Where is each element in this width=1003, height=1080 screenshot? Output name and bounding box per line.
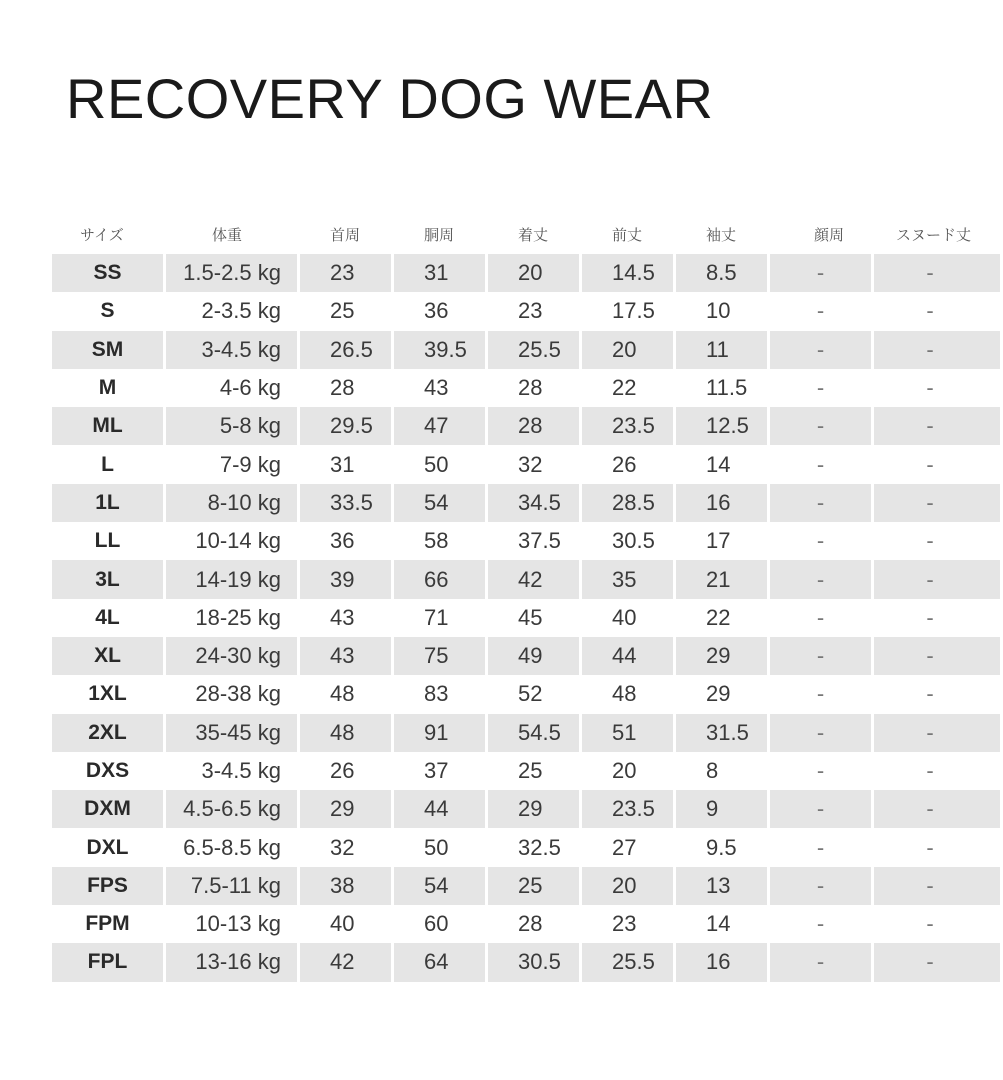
table-row	[52, 828, 1003, 866]
cell-chest: 50	[394, 828, 488, 866]
cell-sleeve: 9.5	[676, 828, 770, 866]
cell-weight: 10-14 kg	[166, 522, 300, 560]
cell-neck: 29.5	[300, 407, 394, 445]
cell-weight: 7-9 kg	[166, 445, 300, 483]
header-length: 着丈	[518, 225, 549, 244]
cell-face: -	[770, 407, 874, 445]
cell-neck: 32	[300, 828, 394, 866]
table-row	[52, 675, 1003, 713]
cell-snood: -	[874, 560, 1003, 598]
cell-length: 45	[488, 599, 582, 637]
cell-weight: 1.5-2.5 kg	[166, 254, 300, 292]
cell-weight: 35-45 kg	[166, 714, 300, 752]
cell-sleeve: 10	[676, 292, 770, 330]
cell-neck: 26	[300, 752, 394, 790]
cell-front-length: 30.5	[582, 522, 676, 560]
cell-weight: 28-38 kg	[166, 675, 300, 713]
table-body	[52, 254, 1003, 982]
cell-snood: -	[874, 752, 1003, 790]
table-row	[52, 752, 1003, 790]
cell-length: 25	[488, 752, 582, 790]
cell-length: 32.5	[488, 828, 582, 866]
cell-size: FPL	[52, 943, 166, 981]
cell-front-length: 23.5	[582, 790, 676, 828]
cell-neck: 33.5	[300, 484, 394, 522]
cell-weight: 10-13 kg	[166, 905, 300, 943]
cell-chest: 47	[394, 407, 488, 445]
cell-chest: 44	[394, 790, 488, 828]
cell-size: 1L	[52, 484, 166, 522]
cell-sleeve: 22	[676, 599, 770, 637]
cell-chest: 60	[394, 905, 488, 943]
header-chest: 胴周	[424, 225, 455, 244]
cell-size: 2XL	[52, 714, 166, 752]
cell-face: -	[770, 254, 874, 292]
cell-size: SM	[52, 331, 166, 369]
cell-front-length: 28.5	[582, 484, 676, 522]
cell-chest: 71	[394, 599, 488, 637]
table-row	[52, 599, 1003, 637]
cell-size: DXL	[52, 828, 166, 866]
cell-snood: -	[874, 675, 1003, 713]
cell-sleeve: 9	[676, 790, 770, 828]
cell-front-length: 23	[582, 905, 676, 943]
cell-size: M	[52, 369, 166, 407]
cell-face: -	[770, 292, 874, 330]
cell-neck: 28	[300, 369, 394, 407]
cell-face: -	[770, 560, 874, 598]
cell-front-length: 48	[582, 675, 676, 713]
cell-snood: -	[874, 943, 1003, 981]
cell-sleeve: 21	[676, 560, 770, 598]
cell-face: -	[770, 599, 874, 637]
cell-weight: 3-4.5 kg	[166, 331, 300, 369]
cell-snood: -	[874, 599, 1003, 637]
cell-neck: 42	[300, 943, 394, 981]
cell-size: FPM	[52, 905, 166, 943]
cell-front-length: 51	[582, 714, 676, 752]
cell-neck: 38	[300, 867, 394, 905]
cell-neck: 25	[300, 292, 394, 330]
cell-chest: 66	[394, 560, 488, 598]
cell-front-length: 20	[582, 867, 676, 905]
cell-face: -	[770, 331, 874, 369]
cell-snood: -	[874, 484, 1003, 522]
table-row	[52, 292, 1003, 330]
cell-size: L	[52, 445, 166, 483]
cell-neck: 48	[300, 714, 394, 752]
cell-size: XL	[52, 637, 166, 675]
header-face: 顔周	[814, 225, 845, 244]
table-row	[52, 445, 1003, 483]
cell-neck: 43	[300, 599, 394, 637]
cell-front-length: 20	[582, 752, 676, 790]
cell-length: 28	[488, 369, 582, 407]
cell-snood: -	[874, 867, 1003, 905]
cell-face: -	[770, 675, 874, 713]
cell-neck: 23	[300, 254, 394, 292]
cell-sleeve: 12.5	[676, 407, 770, 445]
cell-size: 3L	[52, 560, 166, 598]
cell-sleeve: 31.5	[676, 714, 770, 752]
size-chart-table	[52, 214, 1003, 982]
cell-sleeve: 16	[676, 484, 770, 522]
cell-chest: 54	[394, 484, 488, 522]
cell-length: 49	[488, 637, 582, 675]
table-row	[52, 943, 1003, 981]
cell-neck: 36	[300, 522, 394, 560]
table-row	[52, 867, 1003, 905]
table-row	[52, 790, 1003, 828]
cell-front-length: 20	[582, 331, 676, 369]
cell-sleeve: 16	[676, 943, 770, 981]
cell-weight: 4.5-6.5 kg	[166, 790, 300, 828]
cell-sleeve: 14	[676, 905, 770, 943]
table-row	[52, 254, 1003, 292]
header-weight: 体重	[212, 225, 243, 244]
cell-neck: 26.5	[300, 331, 394, 369]
cell-front-length: 40	[582, 599, 676, 637]
cell-length: 37.5	[488, 522, 582, 560]
cell-front-length: 23.5	[582, 407, 676, 445]
cell-snood: -	[874, 407, 1003, 445]
cell-chest: 91	[394, 714, 488, 752]
cell-size: 4L	[52, 599, 166, 637]
cell-size: S	[52, 292, 166, 330]
cell-sleeve: 14	[676, 445, 770, 483]
cell-neck: 48	[300, 675, 394, 713]
cell-face: -	[770, 905, 874, 943]
table-row	[52, 560, 1003, 598]
cell-front-length: 25.5	[582, 943, 676, 981]
table-row	[52, 369, 1003, 407]
cell-weight: 4-6 kg	[166, 369, 300, 407]
cell-length: 28	[488, 905, 582, 943]
table-row	[52, 905, 1003, 943]
cell-sleeve: 11	[676, 331, 770, 369]
header-snood: スヌード丈	[896, 225, 972, 244]
cell-face: -	[770, 790, 874, 828]
cell-length: 20	[488, 254, 582, 292]
cell-snood: -	[874, 331, 1003, 369]
cell-length: 29	[488, 790, 582, 828]
table-row	[52, 637, 1003, 675]
cell-weight: 8-10 kg	[166, 484, 300, 522]
cell-snood: -	[874, 369, 1003, 407]
cell-weight: 13-16 kg	[166, 943, 300, 981]
table-row	[52, 331, 1003, 369]
cell-chest: 37	[394, 752, 488, 790]
cell-length: 34.5	[488, 484, 582, 522]
cell-chest: 31	[394, 254, 488, 292]
cell-weight: 24-30 kg	[166, 637, 300, 675]
cell-sleeve: 29	[676, 637, 770, 675]
cell-snood: -	[874, 790, 1003, 828]
cell-face: -	[770, 714, 874, 752]
cell-weight: 2-3.5 kg	[166, 292, 300, 330]
cell-length: 25.5	[488, 331, 582, 369]
cell-length: 42	[488, 560, 582, 598]
cell-length: 30.5	[488, 943, 582, 981]
cell-snood: -	[874, 714, 1003, 752]
cell-chest: 58	[394, 522, 488, 560]
cell-length: 32	[488, 445, 582, 483]
cell-sleeve: 13	[676, 867, 770, 905]
cell-neck: 29	[300, 790, 394, 828]
cell-snood: -	[874, 905, 1003, 943]
cell-face: -	[770, 484, 874, 522]
cell-face: -	[770, 522, 874, 560]
header-sleeve: 袖丈	[706, 225, 737, 244]
cell-weight: 18-25 kg	[166, 599, 300, 637]
cell-size: SS	[52, 254, 166, 292]
cell-sleeve: 8.5	[676, 254, 770, 292]
cell-size: ML	[52, 407, 166, 445]
cell-snood: -	[874, 292, 1003, 330]
cell-snood: -	[874, 445, 1003, 483]
cell-sleeve: 11.5	[676, 369, 770, 407]
cell-neck: 31	[300, 445, 394, 483]
cell-length: 54.5	[488, 714, 582, 752]
cell-chest: 64	[394, 943, 488, 981]
cell-face: -	[770, 445, 874, 483]
cell-length: 25	[488, 867, 582, 905]
cell-snood: -	[874, 522, 1003, 560]
cell-size: DXS	[52, 752, 166, 790]
cell-face: -	[770, 752, 874, 790]
cell-front-length: 35	[582, 560, 676, 598]
cell-snood: -	[874, 637, 1003, 675]
cell-weight: 3-4.5 kg	[166, 752, 300, 790]
cell-neck: 43	[300, 637, 394, 675]
page-title: RECOVERY DOG WEAR	[66, 67, 714, 130]
cell-snood: -	[874, 828, 1003, 866]
cell-size: DXM	[52, 790, 166, 828]
cell-chest: 39.5	[394, 331, 488, 369]
cell-weight: 7.5-11 kg	[166, 867, 300, 905]
header-size: サイズ	[80, 225, 124, 244]
cell-chest: 50	[394, 445, 488, 483]
cell-size: LL	[52, 522, 166, 560]
table-row	[52, 714, 1003, 752]
cell-front-length: 17.5	[582, 292, 676, 330]
cell-front-length: 27	[582, 828, 676, 866]
cell-sleeve: 29	[676, 675, 770, 713]
header-front-length: 前丈	[612, 225, 643, 244]
cell-size: 1XL	[52, 675, 166, 713]
cell-weight: 14-19 kg	[166, 560, 300, 598]
cell-face: -	[770, 828, 874, 866]
cell-length: 23	[488, 292, 582, 330]
cell-chest: 36	[394, 292, 488, 330]
header-neck: 首周	[330, 225, 361, 244]
cell-neck: 40	[300, 905, 394, 943]
cell-sleeve: 8	[676, 752, 770, 790]
cell-chest: 75	[394, 637, 488, 675]
cell-chest: 43	[394, 369, 488, 407]
cell-front-length: 22	[582, 369, 676, 407]
cell-size: FPS	[52, 867, 166, 905]
cell-front-length: 14.5	[582, 254, 676, 292]
cell-length: 52	[488, 675, 582, 713]
cell-weight: 5-8 kg	[166, 407, 300, 445]
cell-face: -	[770, 637, 874, 675]
cell-face: -	[770, 867, 874, 905]
cell-neck: 39	[300, 560, 394, 598]
cell-chest: 83	[394, 675, 488, 713]
table-row	[52, 484, 1003, 522]
cell-face: -	[770, 943, 874, 981]
table-row	[52, 522, 1003, 560]
cell-front-length: 44	[582, 637, 676, 675]
cell-sleeve: 17	[676, 522, 770, 560]
cell-face: -	[770, 369, 874, 407]
table-header-row	[52, 214, 1003, 254]
cell-length: 28	[488, 407, 582, 445]
cell-snood: -	[874, 254, 1003, 292]
table-row	[52, 407, 1003, 445]
cell-chest: 54	[394, 867, 488, 905]
cell-front-length: 26	[582, 445, 676, 483]
cell-weight: 6.5-8.5 kg	[166, 828, 300, 866]
